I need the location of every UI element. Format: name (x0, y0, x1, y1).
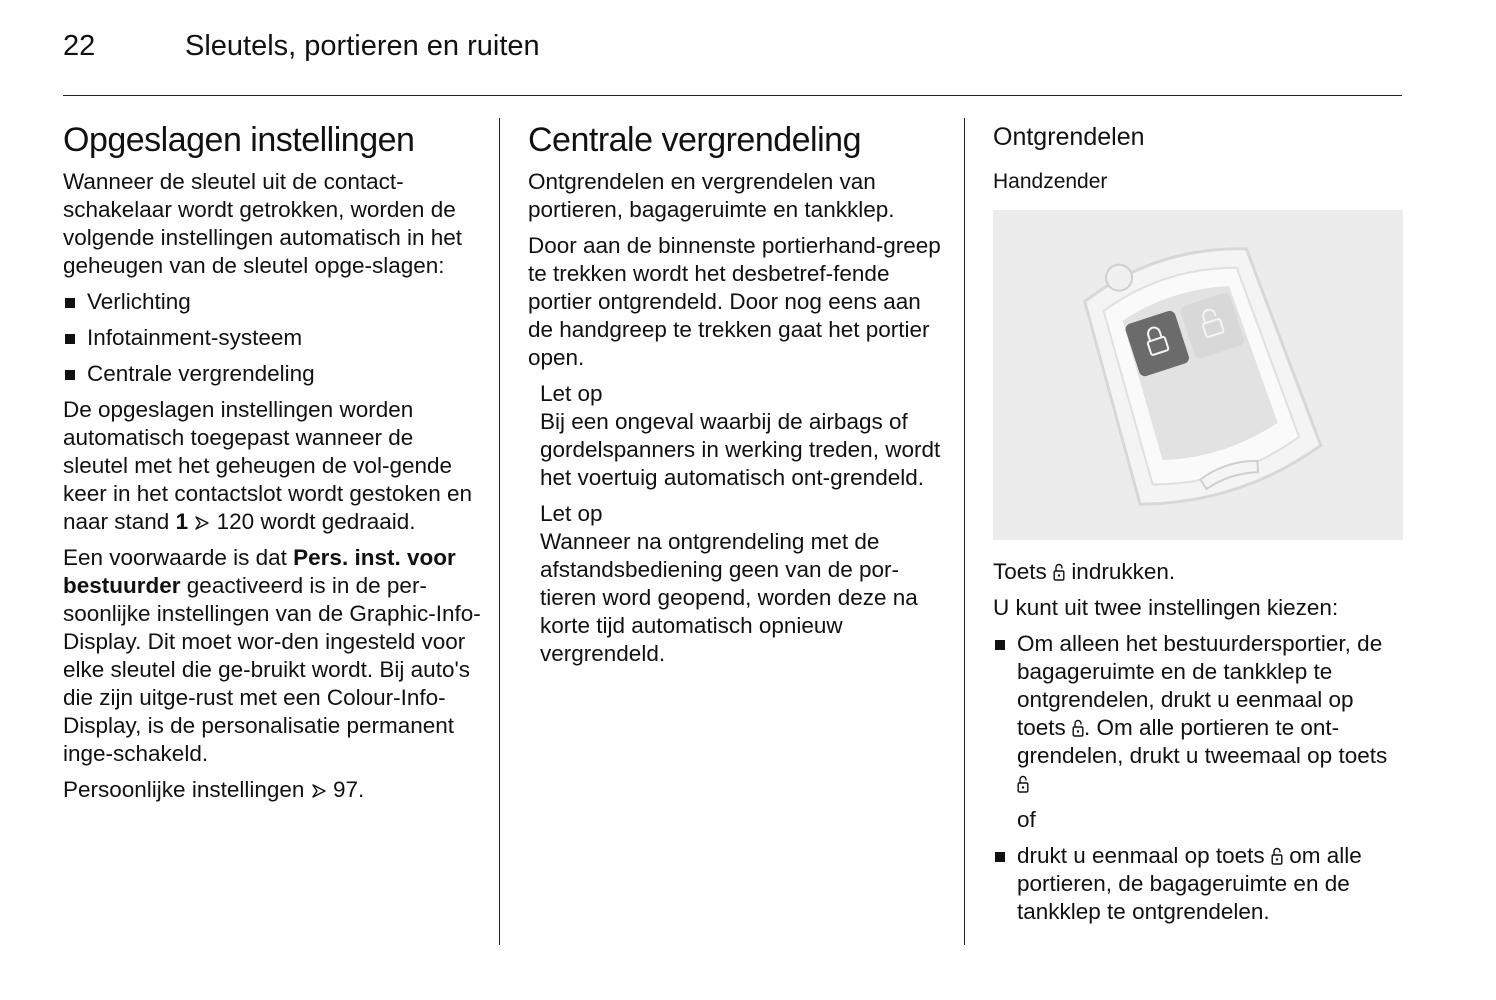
column-divider-2 (964, 118, 965, 945)
paragraph: Door aan de binnenste portierhand-greep te trekken wordt het desbetref-fende portier ontgrendeld. Door nog eens aan de handgreep te trekken gaat het portier open. (528, 233, 941, 370)
condition-paragraph: Een voorwaarde is dat Pers. inst. voor bestuurder geactiveerd is in de per-soonlijke instellingen van de Graphic-Info-Display. Dit moet wor-den ingesteld voor elke sleutel die ge-bruikt wordt. Bij auto's die zijn uitge-rust met een Colour-Info-Display, is de personalisatie permanent inge-schakeld. (63, 545, 481, 766)
applied-paragraph: De opgeslagen instellingen worden automatisch toegepast wanneer de sleutel met het geheugen de vol-gende keer in het contactslot wordt gestoken en naar stand 1 120 wordt gedraaid. (63, 397, 472, 534)
bullet-icon (995, 640, 1005, 650)
list-item: Infotainment-systeem (63, 324, 481, 352)
page-reference: 120 (216, 509, 255, 534)
column-unlocking (993, 118, 1403, 934)
note-text: Bij een ongeval waarbij de airbags of gordelspanners in werking treden, wordt het voertuig automatisch ont-grendeld. (540, 409, 941, 490)
section-heading-unlocking: Ontgrendelen (993, 123, 1145, 151)
press-button-instruction: Toets indrukken. (993, 559, 1176, 584)
intro-paragraph: Wanneer de sleutel uit de contact-schakelaar wordt getrokken, worden de volgende instellingen automatisch in het geheugen van de sleutel opge-slagen: (63, 169, 463, 278)
unlock-icon (1271, 847, 1283, 865)
choose-settings-paragraph: U kunt uit twee instellingen kiezen: (993, 595, 1339, 620)
note-box (540, 500, 948, 668)
note-box (540, 380, 948, 492)
pointer-arrow-icon (194, 515, 210, 531)
paragraph: Ontgrendelen en vergrendelen van portieren, bagageruimte en tankklep. (528, 169, 895, 222)
running-title: Sleutels, portieren en ruiten (185, 30, 540, 62)
header-rule (63, 95, 1402, 96)
column-divider-1 (499, 118, 500, 945)
remote-key-illustration (993, 210, 1403, 540)
page-header (63, 30, 1403, 70)
note-text: Wanneer na ontgrendeling met de afstandsbediening geen van de por-tieren word geopend, worden deze na korte tijd automatisch opnieuw vergrendeld. (540, 529, 918, 666)
unlock-icon (1017, 775, 1029, 793)
bullet-icon (65, 334, 75, 344)
page-number: 22 (63, 30, 96, 62)
remote-key-image (993, 210, 1403, 540)
unlock-options-list-2 (993, 842, 1403, 926)
bullet-icon (995, 852, 1005, 862)
column-central-locking (528, 118, 948, 676)
note-title: Let op (540, 381, 603, 406)
section-heading-stored-settings: Opgeslagen instellingen (63, 121, 415, 159)
ignition-position: 1 (175, 509, 189, 534)
list-item: Verlichting (63, 288, 481, 316)
personal-settings-reference: Persoonlijke instellingen 97. (63, 777, 365, 802)
unlock-icon (1053, 563, 1065, 581)
list-item: drukt u eenmaal op toets om alle portieren, de bagageruimte en de tankklep te ontgrendelen. (993, 842, 1403, 926)
menu-setting-name: Pers. inst. voor bestuurder (63, 545, 456, 598)
page-reference: 97. (332, 777, 365, 802)
subheading-remote: Handzender (993, 170, 1108, 193)
section-heading-central-locking: Centrale vergrendeling (528, 121, 861, 159)
list-item: Centrale vergrendeling (63, 360, 481, 388)
unlock-options-list (993, 630, 1403, 798)
stored-settings-list (63, 288, 481, 388)
unlock-icon (1072, 719, 1084, 737)
pointer-arrow-icon (311, 783, 327, 799)
list-item: Om alleen het bestuurdersportier, de bagageruimte en de tankklep te ontgrendelen, drukt u eenmaal op toets . Om alle portieren te ont-grendelen, drukt u tweemaal op toets (993, 630, 1403, 798)
note-title: Let op (540, 501, 603, 526)
bullet-icon (65, 370, 75, 380)
bullet-icon (65, 298, 75, 308)
or-separator: of (1017, 807, 1036, 832)
column-stored-settings (63, 118, 481, 812)
